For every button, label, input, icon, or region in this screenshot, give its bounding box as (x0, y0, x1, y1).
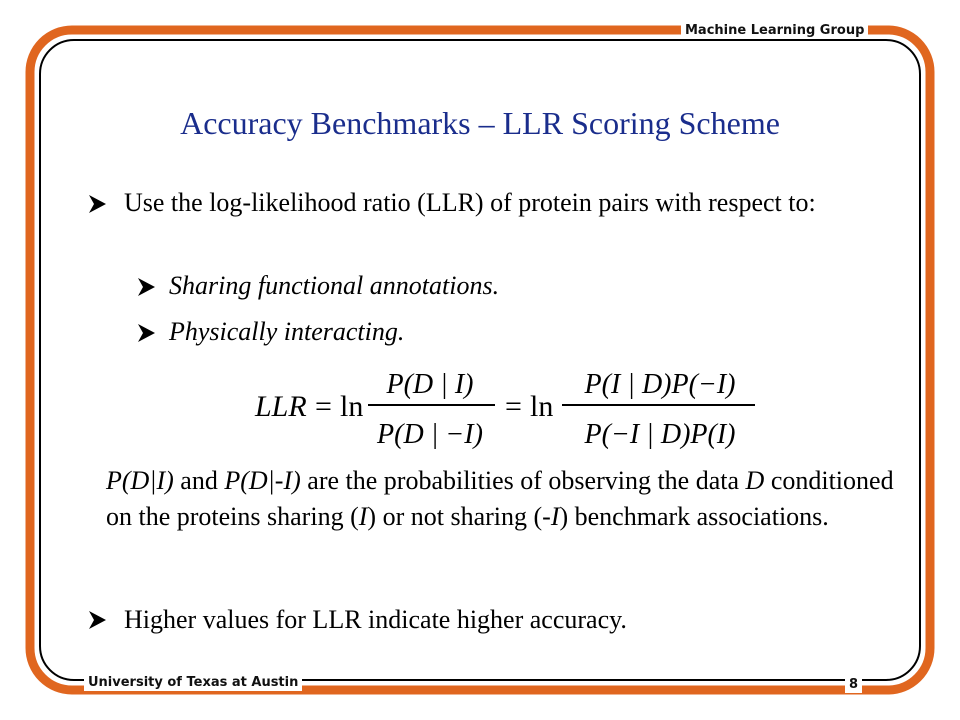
sub-bullet-physically-interacting: Physically interacting. (169, 317, 405, 346)
formula-num-2: P(I | D)P(−I) (584, 369, 736, 400)
term-d: D (745, 466, 765, 495)
term-i: I (550, 502, 560, 531)
arrow-bullet-icon (86, 193, 108, 215)
header-group-label: Machine Learning Group (681, 23, 868, 39)
svg-text:=: = (315, 390, 332, 423)
sub-bullet-functional-annotations: Sharing functional annotations. (169, 271, 500, 300)
svg-text:=: = (505, 390, 522, 423)
formula-den-2: P(−I | D)P(I) (584, 419, 736, 450)
bullet-llr-definition: Use the log-likelihood ratio (LLR) of protein pairs with respect to: (124, 188, 816, 217)
term-p-d-given-i: P(D|I) (106, 466, 174, 495)
arrow-bullet-icon (86, 609, 108, 631)
term-i: I (358, 502, 368, 531)
footer-university: University of Texas at Austin (84, 675, 302, 691)
formula-ln-2: ln (530, 390, 554, 423)
probability-explanation: P(D|I) and P(D|-I) are the probabilities of observing the data D conditioned on the proteins sharing (I) or not sharing (-I) benchmark associations. (106, 466, 894, 531)
slide-title: Accuracy Benchmarks – LLR Scoring Scheme (180, 105, 780, 141)
term-p-d-given-not-i: P(D|-I) (224, 466, 301, 495)
bullet-higher-accuracy: Higher values for LLR indicate higher accuracy. (124, 605, 627, 634)
arrow-bullet-icon (135, 276, 157, 298)
arrow-bullet-icon (135, 322, 157, 344)
formula-num-1: P(D | I) (386, 369, 474, 400)
formula-ln-1: ln (340, 390, 364, 423)
llr-formula (250, 358, 770, 458)
page-number: 8 (845, 677, 862, 693)
formula-den-1: P(D | −I) (377, 419, 483, 450)
formula-lhs: LLR (255, 390, 307, 423)
